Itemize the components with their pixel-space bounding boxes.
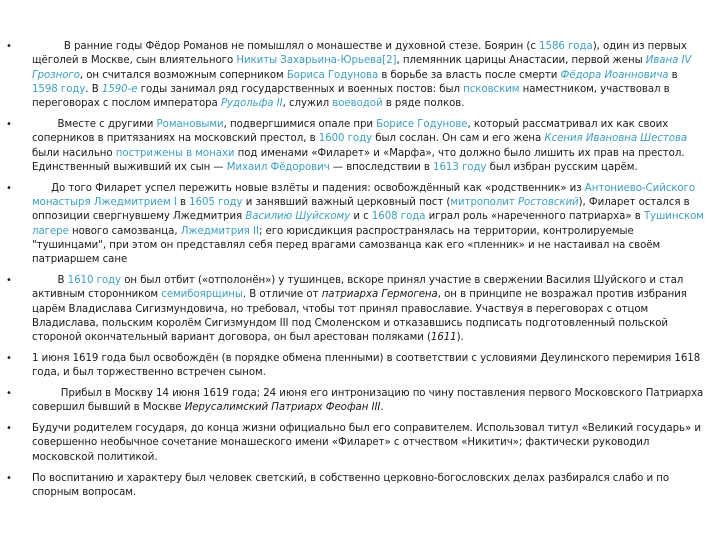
text-run: . <box>380 402 384 414</box>
text-run: в борьбе за власть после смерти <box>378 69 561 81</box>
list-item <box>0 118 706 175</box>
italic-text: патриарха Гермогена <box>321 289 438 301</box>
text-run: . В <box>85 83 102 95</box>
text-run: , он в принципе не возражал против избрания царём Владислава Сигизмундовича, но требовал, чтобы тот принял православие. Участвуя в переговорах с отцом Владислава, польским королём Сигизмундом III под Смоленском и отказавшись подписать подготовленный польской стороной окончательный вариант договора, он был арестован поляками ( <box>32 289 687 344</box>
text-link[interactable]: Ивана IV Грозного <box>32 55 692 81</box>
text-link[interactable]: воеводой <box>332 98 383 110</box>
paragraph-indent <box>32 183 51 194</box>
text-run: был избран русским царём. <box>486 161 638 173</box>
bullet-marker: • <box>6 423 12 435</box>
text-link[interactable]: Антониево-Сийского монастыря <box>32 182 696 208</box>
text-run: нового самозванца, <box>68 225 181 237</box>
text-run: Вместе с другими <box>57 118 157 130</box>
text-run: ), Филарет остался в оппозиции свергнувшему Лжедмитрия <box>32 196 690 223</box>
text-run: В ранние годы Фёдор Романов не помышлял о монашестве и духовной стезе. Боярин (с <box>63 41 540 52</box>
text-run: , который рассматривал их как своих соперников в притязаниях на московский престол, в <box>32 118 669 145</box>
paragraph-text <box>32 119 687 173</box>
list-item <box>0 422 706 465</box>
list-item <box>0 40 706 111</box>
text-link[interactable]: пострижены в монахи <box>115 147 235 159</box>
list-item <box>0 352 706 381</box>
paragraph-text <box>32 388 703 413</box>
text-run: Будучи родителем государя, до конца жизни официально был его соправителем. Использовал титул «Великий государь» и совершенно необычное сочетание монашеского имени «Филарет» с отчеством «Никитич»; фактически руководил московской политикой. <box>32 423 701 463</box>
paragraph-indent <box>32 41 64 52</box>
paragraph-text <box>32 473 669 498</box>
paragraph-indent <box>32 275 58 286</box>
text-run: . В отличие от <box>242 289 322 301</box>
paragraph-text <box>32 275 687 343</box>
text-link[interactable]: семибоярщины <box>161 289 243 301</box>
text-link[interactable]: 1608 года <box>371 211 426 223</box>
text-link[interactable]: псковским <box>463 83 520 95</box>
text-link[interactable]: 1600 году <box>318 133 373 145</box>
text-run: в ряде полков. <box>382 98 465 110</box>
text-run: В <box>57 274 68 286</box>
text-link[interactable]: 1590-е <box>101 83 138 95</box>
text-link[interactable]: Ксения Ивановна Шестова <box>544 133 688 145</box>
bullet-marker: • <box>6 388 12 400</box>
italic-text: 1611 <box>430 332 457 344</box>
text-run: До того Филарет успел пережить новые взлёты и падения: освобождённый как «родственник» из <box>51 182 585 194</box>
bullet-marker: • <box>6 41 12 52</box>
text-link[interactable]: 1613 году <box>433 161 487 173</box>
bullet-marker: • <box>6 472 12 484</box>
list-item <box>0 472 706 501</box>
text-link[interactable]: митрополит <box>450 196 515 208</box>
text-link[interactable]: Лжедмитрия II <box>180 225 259 237</box>
text-link[interactable]: Михаил Фёдорович <box>226 161 330 173</box>
text-run: годы занимал ряд государственных и военных постов: был <box>137 83 464 95</box>
list-item <box>0 274 706 345</box>
text-run: По воспитанию и характеру был человек светский, в собственно церковно-богословских делах разбирался слабо и по спорным вопросам. <box>32 472 670 498</box>
text-run: под именами «Филарет» и «Марфа», что должно было лишить их прав на престол. Единственный выживший их сын — <box>32 147 685 173</box>
text-run: , племянник царицы Анастасии, первой жены <box>396 55 646 67</box>
text-link[interactable]: Тушинском лагере <box>32 211 704 237</box>
text-link[interactable]: 1598 году <box>32 83 86 95</box>
list-item <box>0 182 706 268</box>
italic-text: Иерусалимский Патриарх Феофан III <box>184 402 381 414</box>
text-link[interactable]: Никиты Захарьина-Юрьева[2] <box>236 55 397 67</box>
text-run: , подвергшимися опале при <box>223 118 377 130</box>
text-run: в <box>176 196 190 208</box>
text-run: в <box>668 69 678 81</box>
text-run: и занявший важный церковный пост ( <box>242 196 451 208</box>
text-run: — впоследствии в <box>329 161 434 173</box>
bullet-list <box>0 40 706 500</box>
paragraph-text <box>32 423 701 463</box>
text-run: были насильно <box>32 147 116 159</box>
paragraph-indent <box>32 388 61 399</box>
text-run: он был отбит («отполонён») у тушинцев, вскоре принял участие в свержении Василия Шуйского и стал активным сторонником <box>32 274 684 301</box>
text-run: Прибыл в Москву 14 июня 1619 года; 24 июня его интронизацию по чину поставления первого Московского Патриарха совершил бывший в Москве <box>32 388 704 414</box>
text-link[interactable]: 1605 году <box>189 196 243 208</box>
text-link[interactable]: Ростовский <box>517 196 579 208</box>
bullet-marker: • <box>6 182 12 194</box>
text-link[interactable]: Рудольфа II <box>220 98 283 110</box>
text-run: и с <box>350 211 372 223</box>
text-link[interactable]: Борисе Годунове <box>376 118 468 130</box>
text-link[interactable]: 1586 года <box>539 41 593 52</box>
text-link[interactable]: 1610 году <box>67 274 122 286</box>
bullet-marker: • <box>6 274 12 286</box>
text-link[interactable]: Лжедмитрием I <box>93 196 177 208</box>
bullet-marker: • <box>6 118 12 130</box>
text-run: наместником, участвовал в переговорах с послом императора <box>32 83 670 110</box>
paragraph-text <box>32 41 691 109</box>
text-run: 1 июня 1619 года был освобождён (в порядке обмена пленными) в соответствии с условиями Деулинского перемирия 1618 года, и был торжественно встречен сыном. <box>32 352 701 379</box>
paragraph-text <box>32 183 704 265</box>
text-run: ). <box>456 332 464 344</box>
text-run: был сослан. Он сам и его жена <box>372 133 545 145</box>
list-item <box>0 387 706 416</box>
paragraph-text <box>32 353 700 378</box>
text-run: ), один из первых щёголей в Москве, сын влиятельного <box>32 41 687 67</box>
text-run: ; его юрисдикция распространялась на территории, контролируемые "тушинцами", при этом он представлял себя перед врагами самозванца как его «пленник» и не настаивал на своём патриаршем сане <box>32 225 661 266</box>
text-link[interactable]: Бориса Годунова <box>286 69 379 81</box>
text-link[interactable]: Романовыми <box>156 118 224 130</box>
text-run: , он считался возможным соперником <box>79 69 287 81</box>
bullet-marker: • <box>6 352 12 364</box>
text-link[interactable]: Василию Шуйскому <box>245 211 351 223</box>
paragraph-indent <box>32 119 58 130</box>
text-run: играл роль «нареченного патриарха» в <box>425 211 644 223</box>
text-link[interactable]: Фёдора Иоанновича <box>560 69 669 81</box>
text-run: , служил <box>282 98 333 110</box>
